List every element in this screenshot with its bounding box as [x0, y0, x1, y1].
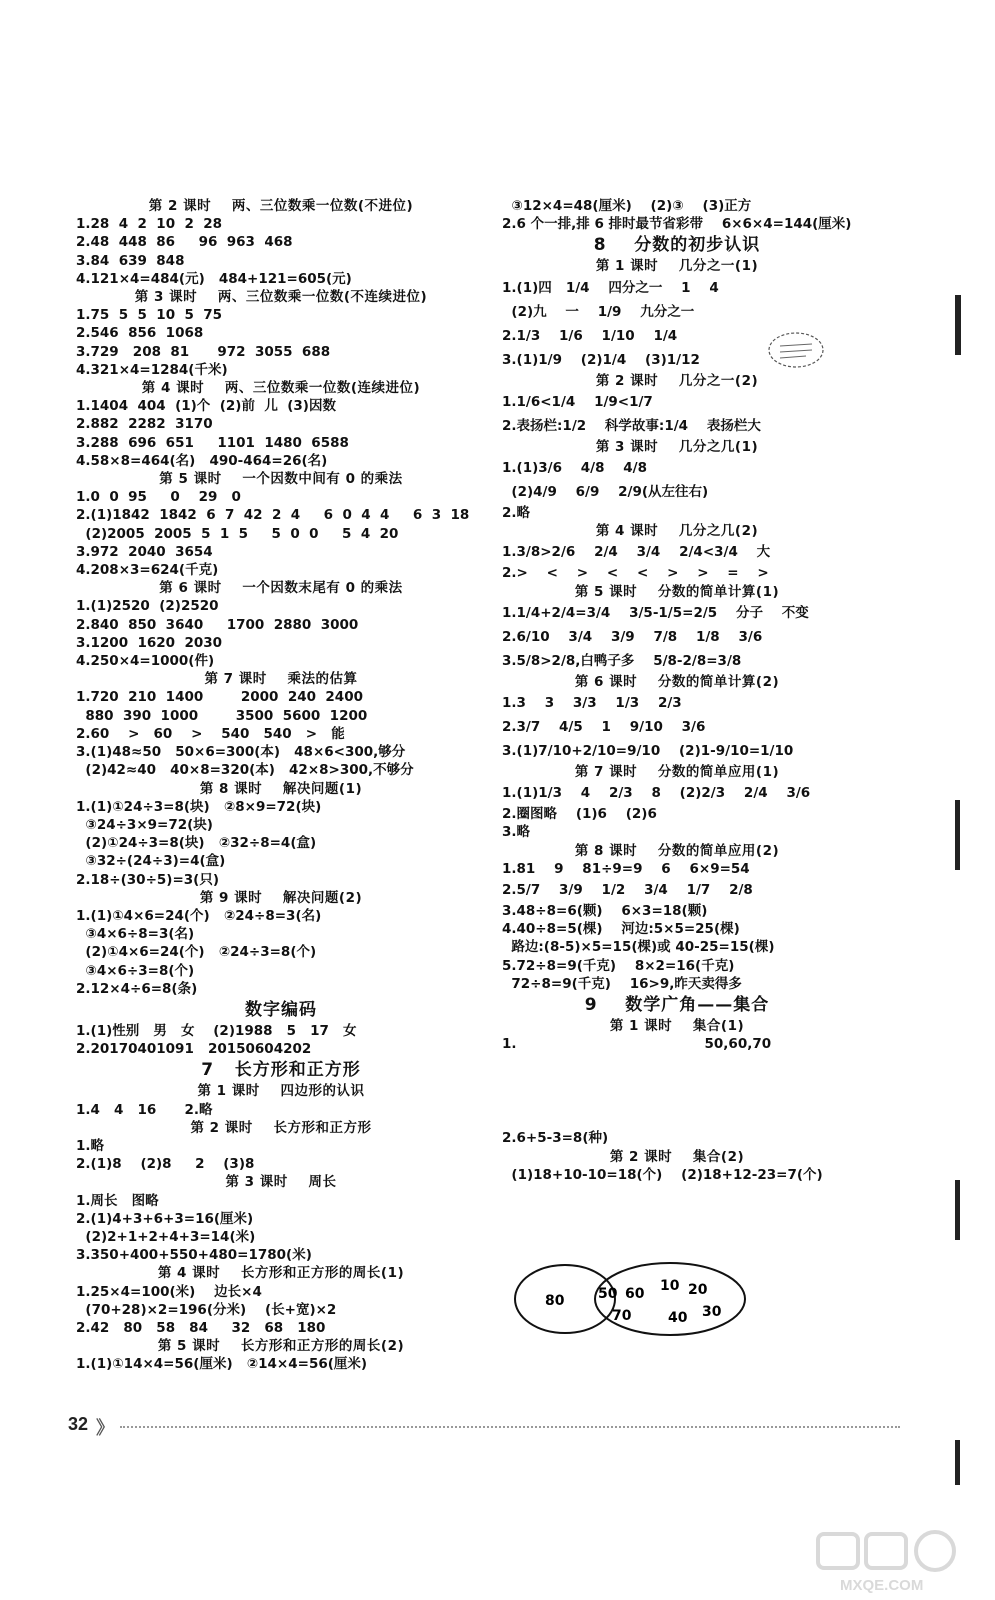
answer-line: 4.321×4=1284(千米) [76, 361, 228, 378]
answer-line: 1.周长 图略 [76, 1192, 159, 1209]
lesson-heading: 第 5 课时 分数的简单计算(1) [574, 583, 780, 600]
answer-line: 1.1/4+2/4=3/4 3/5-1/5=2/5 分子 不变 [502, 604, 809, 621]
answer-line: 1.81 9 81÷9=9 6 6×9=54 [502, 860, 750, 877]
venn-right-label: 40 [668, 1310, 688, 1326]
answer-line: 2.5/7 3/9 1/2 3/4 1/7 2/8 [502, 882, 753, 899]
answer-line: 1.(1)四 1/4 四分之一 1 4 [502, 279, 719, 296]
lesson-heading: 第 1 课时 几分之一(1) [595, 258, 759, 275]
answer-line: 1.0 0 95 0 29 0 [76, 489, 241, 506]
answer-line: 2.42 80 58 84 32 68 180 [76, 1319, 326, 1336]
venn-spacer [502, 1053, 852, 1129]
answer-line: 3.972 2040 3654 [76, 543, 213, 560]
answer-line: 2.3/7 4/5 1 9/10 3/6 [502, 719, 706, 736]
answer-line: 1.(1)2520 (2)2520 [76, 598, 219, 615]
page-footer [68, 1414, 898, 1439]
answer-line: 2.12×4÷6=8(条) [76, 980, 198, 997]
answer-line: 1.3 3 3/3 1/3 2/3 [502, 695, 682, 712]
answer-line: 1.(1)①14×4=56(厘米) ②14×4=56(厘米) [76, 1356, 368, 1373]
answer-line: (2)4/9 6/9 2/9(从左往右) [502, 484, 709, 501]
answer-line: ③4×6÷3=8(个) [76, 962, 195, 979]
left-column [76, 197, 486, 1374]
answer-line: ③4×6÷8=3(名) [76, 926, 195, 943]
dotted-rule [120, 1426, 900, 1428]
venn-right-label: 10 [660, 1278, 680, 1294]
answer-line: 1.25×4=100(米) 边长×4 [76, 1283, 262, 1300]
lesson-heading: 第 4 课时 几分之几(2) [595, 523, 759, 540]
answer-line: 3.5/8>2/8,白鸭子多 5/8-2/8=3/8 [502, 652, 742, 669]
answer-line: 72÷8=9(千克) 16>9,昨天卖得多 [502, 975, 742, 992]
answer-line: 2.18÷(30÷5)=3(只) [76, 871, 219, 888]
lesson-heading: 第 6 课时 分数的简单计算(2) [574, 673, 780, 690]
venn-diagram [510, 1258, 750, 1340]
answer-line: 2.60 > 60 > 540 540 > 能 [76, 725, 345, 742]
lesson-heading: 第 4 课时 两、三位数乘一位数(连续进位) [141, 380, 421, 397]
lesson-heading: 第 4 课时 长方形和正方形的周长(1) [157, 1265, 405, 1282]
right-tail-list [502, 1129, 852, 1184]
lesson-heading: 第 1 课时 四边形的认识 [197, 1083, 365, 1100]
lesson-heading: 第 3 课时 几分之几(1) [595, 438, 759, 455]
lesson-heading: 第 3 课时 周长 [225, 1174, 337, 1191]
answer-line: ③32÷(24÷3)=4(盒) [76, 853, 226, 870]
lesson-heading: 第 2 课时 几分之一(2) [595, 372, 759, 389]
venn-both-label: 70 [612, 1308, 632, 1324]
chapter-heading: 9 数学广角——集合 [584, 995, 770, 1016]
chapter-heading: 7 长方形和正方形 [201, 1060, 361, 1081]
lesson-heading: 第 2 课时 长方形和正方形 [190, 1119, 372, 1136]
answer-line: 5.72÷8=9(千克) 8×2=16(千克) [502, 957, 735, 974]
scan-edge-mark [955, 1440, 960, 1485]
answer-line: (2)2+1+2+4+3=14(米) [76, 1228, 256, 1245]
answer-line: 1. 50,60,70 [502, 1036, 772, 1053]
answer-line: 2.圈图略 (1)6 (2)6 [502, 806, 657, 823]
answer-line: 1.(1)性别 男 女 (2)1988 5 17 女 [76, 1022, 357, 1039]
answer-line: ③24÷3×9=72(块) [76, 816, 213, 833]
answer-line: 2.> < > < < > > = > [502, 565, 769, 582]
scan-edge-mark [955, 800, 960, 870]
lesson-heading: 第 5 课时 一个因数中间有 0 的乘法 [159, 471, 403, 488]
answer-line: (2)42≈40 40×8=320(本) 42×8>300,不够分 [76, 762, 414, 779]
answer-line: 3.(1)7/10+2/10=9/10 (2)1-9/10=1/10 [502, 743, 794, 760]
answer-line: 4.250×4=1000(件) [76, 653, 215, 670]
answer-line: 1.1404 404 (1)个 (2)前 儿 (3)因数 [76, 398, 336, 415]
lesson-heading: 第 1 课时 集合(1) [609, 1018, 745, 1035]
answer-line: 3.48÷8=6(颗) 6×3=18(颗) [502, 903, 708, 920]
answer-line: 2.48 448 86 96 963 468 [76, 234, 293, 251]
answer-line: (2)①24÷3=8(块) ②32÷8=4(盒) [76, 835, 317, 852]
answer-line: 2.表扬栏:1/2 科学故事:1/4 表扬栏大 [502, 417, 761, 434]
answer-line: 3.350+400+550+480=1780(米) [76, 1247, 312, 1264]
lesson-heading: 第 8 课时 解决问题(1) [199, 780, 363, 797]
lesson-heading: 第 7 课时 分数的简单应用(1) [574, 764, 780, 781]
watermark-text: MXQE.COM [840, 1577, 924, 1594]
venn-right-label: 30 [702, 1304, 722, 1320]
answer-line: 3.略 [502, 824, 531, 841]
right-main-list [502, 197, 852, 1053]
answer-line: 3.1200 1620 2030 [76, 634, 223, 651]
answer-line: 2.(1)1842 1842 6 7 42 2 4 6 0 4 4 6 3 18 [76, 507, 470, 524]
venn-left-label: 80 [545, 1293, 565, 1309]
venn-both-label: 50 [598, 1286, 618, 1302]
answer-line: 1.(1)1/3 4 2/3 8 (2)2/3 2/4 3/6 [502, 785, 811, 802]
answer-line: 4.58×8=464(名) 490-464=26(名) [76, 452, 328, 469]
answer-line: 1.75 5 5 10 5 75 [76, 307, 223, 324]
scan-edge-mark [955, 295, 961, 355]
answer-line: 1.1/6<1/4 1/9<1/7 [502, 393, 653, 410]
answer-line: 1.720 210 1400 2000 240 2400 [76, 689, 363, 706]
chapter-heading: 数字编码 [245, 999, 317, 1020]
answer-line: 4.121×4=484(元) 484+121=605(元) [76, 270, 352, 287]
answer-line: ③12×4=48(厘米) (2)③ (3)正方 [502, 198, 752, 214]
answer-line: 1.4 4 16 2.略 [76, 1101, 213, 1118]
stamp-icon [766, 330, 826, 370]
answer-line: 4.208×3=624(千克) [76, 562, 219, 579]
answer-line: 1.(1)①4×6=24(个) ②24÷8=3(名) [76, 907, 322, 924]
page-number: 32 [68, 1414, 89, 1434]
answer-line: 2.1/3 1/6 1/10 1/4 [502, 327, 678, 344]
answer-line: 3.729 208 81 972 3055 688 [76, 343, 331, 360]
watermark-logo [810, 1530, 980, 1596]
answer-line: 2.546 856 1068 [76, 325, 204, 342]
answer-line: 880 390 1000 3500 5600 1200 [76, 707, 368, 724]
lesson-heading: 第 6 课时 一个因数末尾有 0 的乘法 [159, 580, 403, 597]
lesson-heading: 第 8 课时 分数的简单应用(2) [574, 842, 780, 859]
answer-line: 3.(1)48≈50 50×6=300(本) 48×6<300,够分 [76, 744, 406, 761]
lesson-heading: 第 2 课时 集合(2) [609, 1148, 745, 1165]
answer-line: 2.(1)4+3+6+3=16(厘米) [76, 1210, 254, 1227]
answer-line: 2.6 个一排,排 6 排时最节省彩带 6×6×4=144(厘米) [502, 216, 852, 233]
answer-line: 1.(1)3/6 4/8 4/8 [502, 460, 648, 477]
answer-line: (2)2005 2005 5 1 5 5 0 0 5 4 20 [76, 525, 399, 542]
answer-line: 2.882 2282 3170 [76, 416, 213, 433]
answer-line: 路边:(8-5)×5=15(棵)或 40-25=15(棵) [502, 939, 775, 956]
answer-line: 2.略 [502, 505, 531, 522]
answer-line: (70+28)×2=196(分米) (长+宽)×2 [76, 1301, 337, 1318]
answer-line: 2.6/10 3/4 3/9 7/8 1/8 3/6 [502, 628, 763, 645]
lesson-heading: 第 3 课时 两、三位数乘一位数(不连续进位) [134, 289, 428, 306]
lesson-heading: 第 9 课时 解决问题(2) [199, 889, 363, 906]
lesson-heading: 第 7 课时 乘法的估算 [204, 671, 358, 688]
answer-line: 3.84 639 848 [76, 252, 185, 269]
answer-line: 1.略 [76, 1137, 105, 1154]
answer-line: 4.40÷8=5(棵) 河边:5×5=25(棵) [502, 921, 740, 938]
answer-line: 3.(1)1/9 (2)1/4 (3)1/12 [502, 351, 700, 368]
scan-edge-mark [955, 1180, 960, 1240]
answer-line: 1.28 4 2 10 2 28 [76, 216, 223, 233]
answer-line: 1.(1)①24÷3=8(块) ②8×9=72(块) [76, 798, 322, 815]
lesson-heading: 第 2 课时 两、三位数乘一位数(不进位) [148, 198, 414, 214]
venn-both-label: 60 [625, 1286, 645, 1302]
answer-line: (2)①4×6=24(个) ②24÷3=8(个) [76, 944, 317, 961]
answer-line: 2.(1)8 (2)8 2 (3)8 [76, 1156, 255, 1173]
answer-line: 1.3/8>2/6 2/4 3/4 2/4<3/4 大 [502, 544, 771, 561]
answer-line: 2.840 850 3640 1700 2880 3000 [76, 616, 359, 633]
lesson-heading: 第 5 课时 长方形和正方形的周长(2) [157, 1338, 405, 1355]
chapter-heading: 8 分数的初步认识 [593, 235, 761, 256]
answer-line: (1)18+10-10=18(个) (2)18+12-23=7(个) [502, 1166, 823, 1183]
answer-line: 2.20170401091 20150604202 [76, 1041, 312, 1058]
chevron-right-icon: 》 [96, 1418, 114, 1439]
answer-line: (2)九 一 1/9 九分之一 [502, 303, 695, 320]
answer-line: 2.6+5-3=8(种) [502, 1130, 609, 1147]
venn-right-label: 20 [688, 1282, 708, 1298]
answer-line: 3.288 696 651 1101 1480 6588 [76, 434, 349, 451]
